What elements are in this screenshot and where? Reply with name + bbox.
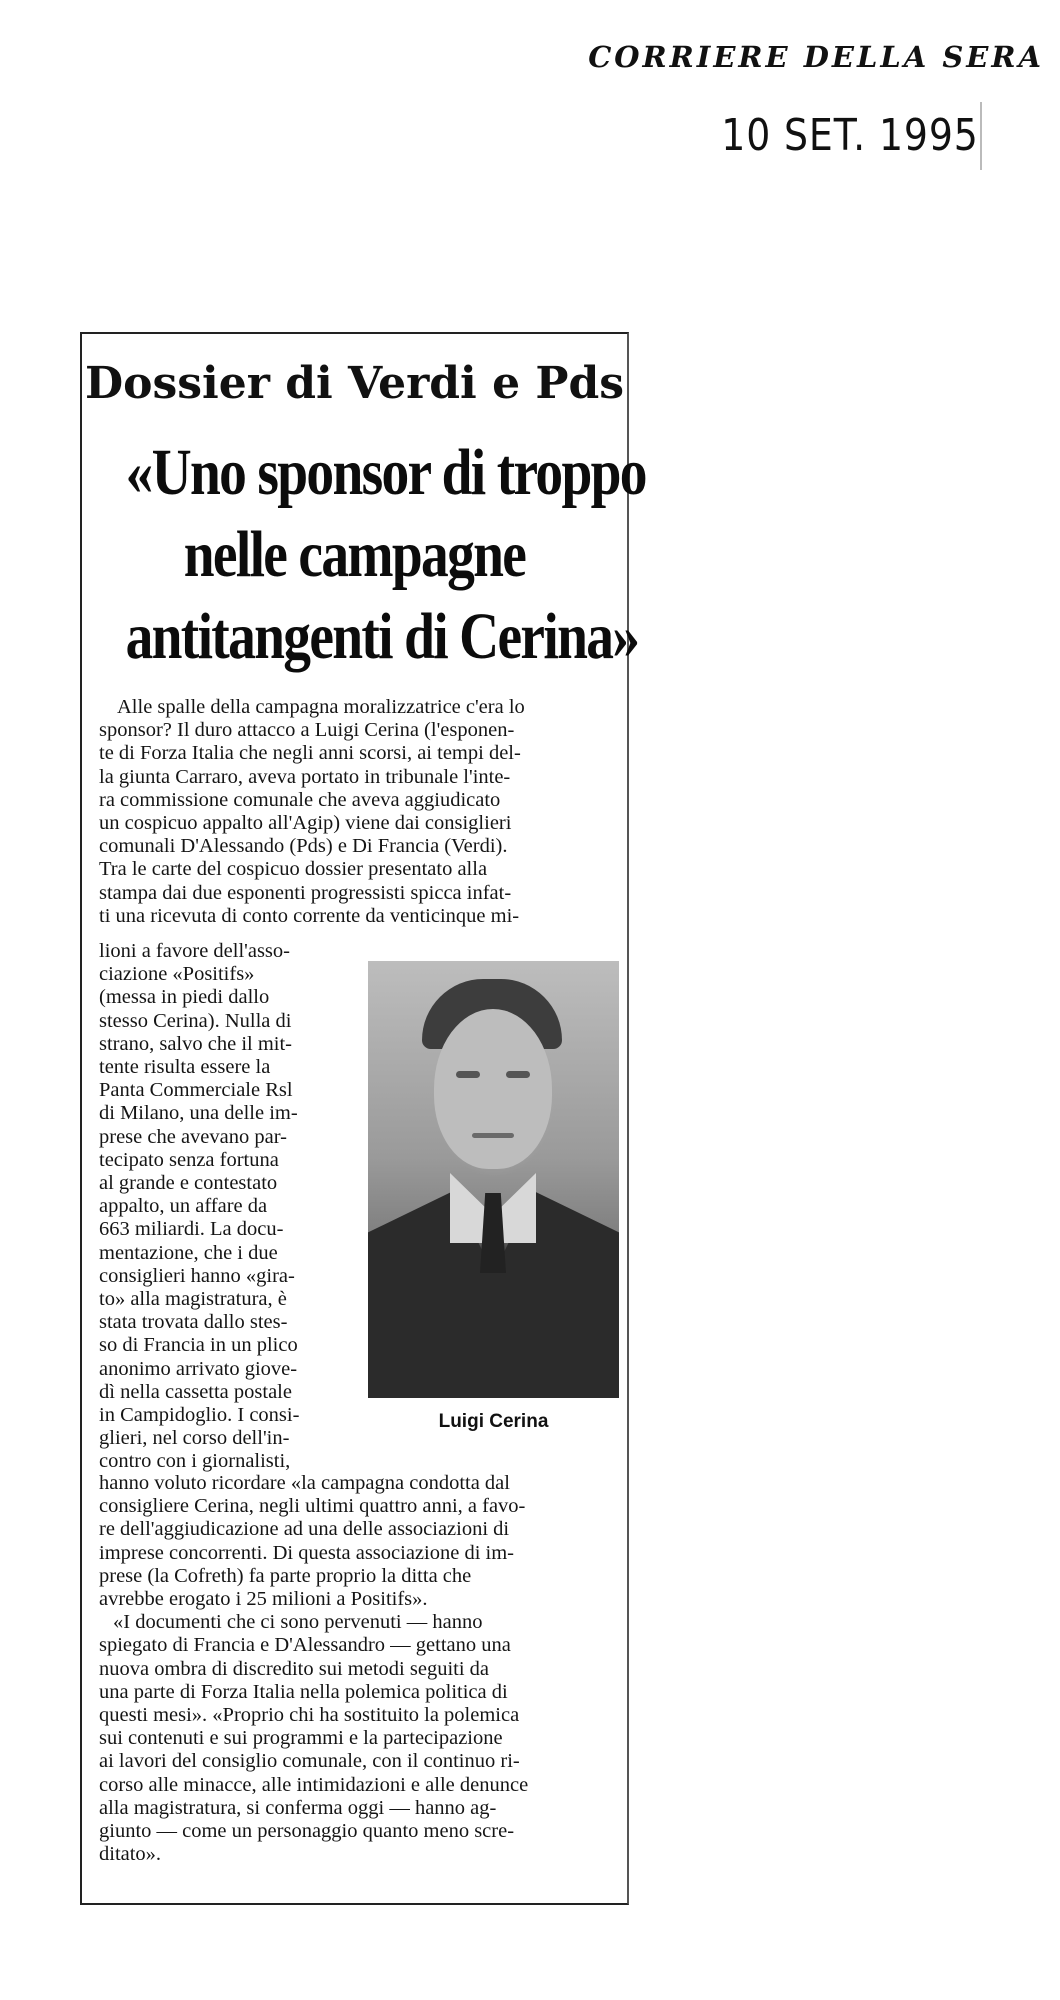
body-line: questi mesi». «Proprio chi ha sostituito la polemica [99, 1704, 520, 1727]
photo-caption: Luigi Cerina [438, 1411, 549, 1432]
body-line: avrebbe erogato i 25 milioni a Positifs». [99, 1588, 428, 1611]
body-line: contro con i giornalisti, [99, 1450, 291, 1473]
body-line: prese che avevano par- [99, 1125, 287, 1148]
body-line: appalto, un affare da [99, 1195, 268, 1218]
body-line: so di Francia in un plico [99, 1334, 298, 1357]
body-line: to» alla magistratura, è [99, 1288, 287, 1311]
body-line: mentazione, che i due [99, 1241, 278, 1264]
body-line: lioni a favore dell'asso- [99, 940, 290, 962]
body-line: hanno voluto ricordare «la campagna condotta dal [99, 1472, 510, 1494]
photo-eye [506, 1071, 530, 1078]
body-line: te di Forza Italia che negli anni scorsi, ai tempi del- [99, 742, 521, 765]
body-line: sui contenuti e sui programmi e la partecipazione [99, 1727, 503, 1750]
photo-eye [456, 1071, 480, 1078]
portrait-photo [368, 961, 619, 1398]
body-line: strano, salvo che il mit- [99, 1032, 292, 1055]
body-line: anonimo arrivato giove- [99, 1357, 298, 1380]
body-line: sponsor? Il duro attacco a Luigi Cerina (l'esponen- [99, 719, 515, 742]
body-line: consigliere Cerina, negli ultimi quattro anni, a favo- [99, 1495, 526, 1518]
photo-face [434, 1009, 552, 1169]
body-line: ti una ricevuta di conto corrente da venticinque mi- [99, 904, 520, 927]
body-line: tecipato senza fortuna [99, 1148, 279, 1171]
body-line: Alle spalle della campagna moralizzatrice c'era lo [117, 696, 525, 718]
body-line: alla magistratura, si conferma oggi — hanno ag- [99, 1796, 497, 1819]
body-line: prese (la Cofreth) fa parte proprio la ditta che [99, 1564, 472, 1587]
article-headline [125, 432, 646, 678]
body-line: un cospicuo appalto all'Agip) viene dai consiglieri [99, 812, 512, 835]
margin-mark [980, 102, 982, 170]
body-line: la giunta Carraro, aveva portato in tribunale l'inte- [99, 765, 511, 788]
body-line: 663 miliardi. La docu- [99, 1218, 284, 1241]
photo-tie [480, 1193, 506, 1273]
body-line: giunto — come un personaggio quanto meno scre- [99, 1820, 515, 1843]
body-line: stata trovata dallo stes- [99, 1311, 288, 1334]
photo-mouth [472, 1133, 514, 1138]
body-line: re dell'aggiudicazione ad una delle associazioni di [99, 1518, 510, 1541]
headline-line: antitangenti di Cerina» [125, 600, 639, 673]
body-line: consiglieri hanno «gira- [99, 1264, 295, 1287]
body-line: ra commissione comunale che aveva aggiudicato [99, 788, 501, 811]
body-line: al grande e contestato [99, 1172, 278, 1195]
body-line: dì nella cassetta postale [99, 1380, 292, 1403]
body-line: (messa in piedi dallo [99, 986, 270, 1009]
body-line: ditato». [99, 1843, 162, 1866]
body-line: stesso Cerina). Nulla di [99, 1009, 292, 1032]
body-line: spiegato di Francia e D'Alessandro — gettano una [99, 1634, 511, 1657]
headline-line: nelle campagne [183, 518, 526, 591]
article-kicker: Dossier di Verdi e Pds [84, 358, 625, 409]
body-line: corso alle minacce, alle intimidazioni e alle denunce [99, 1773, 529, 1796]
article-body-intro [99, 696, 619, 928]
body-line: tente risulta essere la [99, 1056, 271, 1079]
headline-line: «Uno sponsor di troppo [125, 436, 646, 509]
body-line: imprese concorrenti. Di questa associazione di im- [99, 1541, 514, 1564]
body-line: comunali D'Alessando (Pds) e Di Francia (Verdi). [99, 835, 508, 858]
body-line: glieri, nel corso dell'in- [99, 1427, 290, 1450]
body-line: stampa dai due esponenti progressisti spicca infat- [99, 881, 512, 904]
body-line: Tra le carte del cospicuo dossier presentato alla [99, 858, 488, 881]
body-line: Panta Commerciale Rsl [99, 1079, 293, 1102]
article-body-closing [99, 1472, 619, 1866]
body-line: ciazione «Positifs» [99, 963, 255, 986]
newspaper-masthead: CORRIERE DELLA SERA [588, 40, 1044, 74]
body-line: di Milano, una delle im- [99, 1102, 298, 1125]
issue-date: 10 SET. 1995 [721, 110, 979, 161]
body-line: ai lavori del consiglio comunale, con il continuo ri- [99, 1750, 520, 1773]
body-line: nuova ombra di discredito sui metodi seguiti da [99, 1657, 490, 1680]
article-body-column [99, 940, 344, 1474]
body-line: «I documenti che ci sono pervenuti — hanno [113, 1611, 483, 1634]
article-clipping [80, 332, 646, 1905]
body-line: in Campidoglio. I consi- [99, 1404, 300, 1427]
body-line: una parte di Forza Italia nella polemica politica di [99, 1680, 508, 1703]
